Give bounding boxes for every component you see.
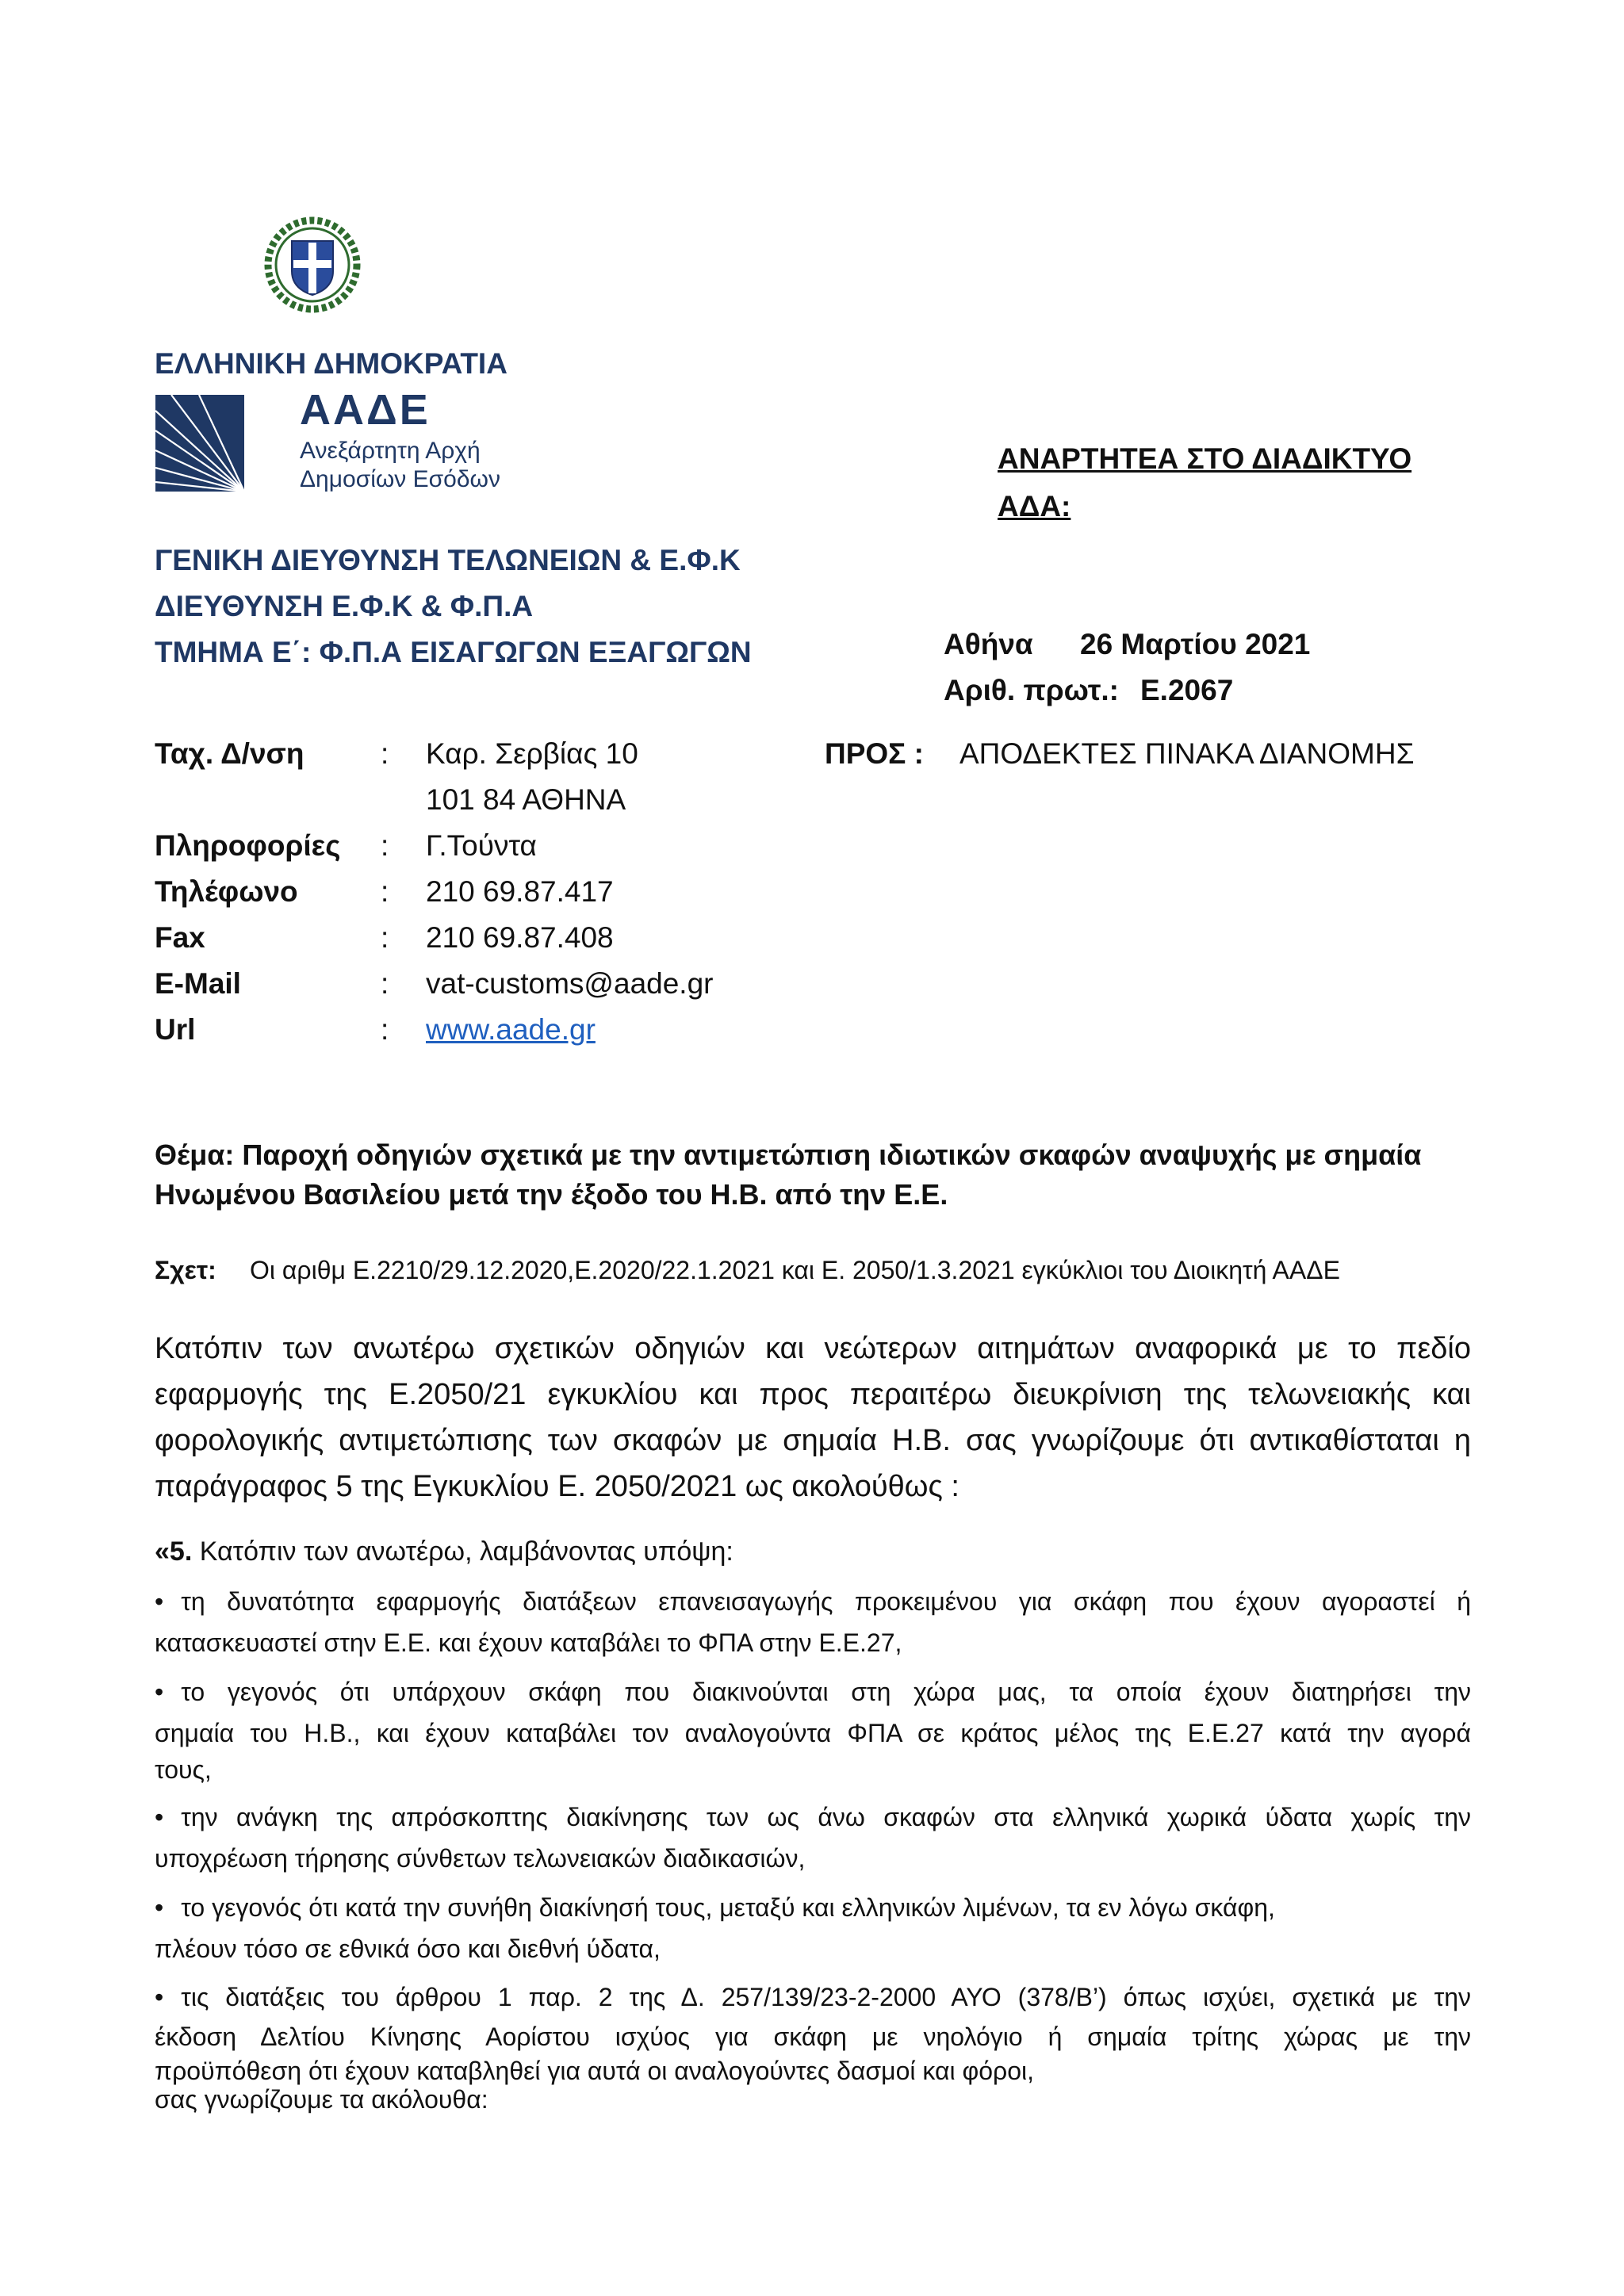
intro-line: εφαρμογής της Ε.2050/21 εγκυκλίου και προς περαιτέρω διευκρίνιση της τελωνειακής και bbox=[155, 1378, 1471, 1411]
post-online-notice: ΑΝΑΡΤΗΤΕΑ ΣΤΟ ΔΙΑΔΙΚΤΥΟ bbox=[998, 442, 1412, 475]
recipient-label: ΠΡΟΣ : bbox=[825, 737, 924, 770]
bullet-line: έκδοση Δελτίου Κίνησης Αορίστου ισχύος για σκάφη με νηολόγιο ή σημαία τρίτης χώρας με την bbox=[155, 2022, 1471, 2051]
bullet-item bbox=[155, 1977, 1471, 2114]
reference-text: Οι αριθμ Ε.2210/29.12.2020,Ε.2020/22.1.2021 και Ε. 2050/1.3.2021 εγκύκλιοι του Διοικητή ΑΑΔΕ bbox=[250, 1256, 1340, 1284]
bullet-icon: • bbox=[155, 1893, 164, 1922]
bullet-item bbox=[155, 1671, 1471, 1785]
bullet-item bbox=[155, 1581, 1471, 1663]
bullet-line: τις διατάξεις του άρθρου 1 παρ. 2 της Δ. 257/139/23-2-2000 ΑΥΟ (378/Β’) όπως ισχύει, σχετικά με την bbox=[181, 1983, 1471, 2011]
info-value: Γ.Τούντα bbox=[426, 829, 537, 862]
ada-label: ΑΔΑ: bbox=[998, 490, 1071, 522]
colon: : bbox=[381, 921, 389, 954]
intro-line: παράγραφος 5 της Εγκυκλίου Ε. 2050/2021 ως ακολούθως : bbox=[155, 1470, 959, 1503]
bullet-line: κατασκευαστεί στην Ε.Ε. και έχουν καταβάλει το ΦΠΑ στην Ε.Ε.27, bbox=[155, 1628, 902, 1657]
department-section: ΤΜΗΜΑ Ε΄: Φ.Π.Α ΕΙΣΑΓΩΓΩΝ ΕΞΑΓΩΓΩΝ bbox=[155, 636, 752, 668]
subject-line2: Ηνωμένου Βασιλείου μετά την έξοδο του Η.Β. από την Ε.Ε. bbox=[155, 1178, 948, 1211]
department-general: ΓΕΝΙΚΗ ΔΙΕΥΘΥΝΣΗ ΤΕΛΩΝΕΙΩΝ & Ε.Φ.Κ bbox=[155, 544, 741, 576]
bullet-line: τους, bbox=[155, 1755, 212, 1784]
protocol-label: Αριθ. πρωτ.: bbox=[944, 674, 1120, 706]
address-label: Ταχ. Δ/νση bbox=[155, 737, 304, 770]
colon: : bbox=[381, 829, 389, 862]
aade-title: ΑΑΔΕ bbox=[300, 386, 431, 434]
colon: : bbox=[381, 1013, 389, 1046]
city: Αθήνα bbox=[944, 628, 1033, 660]
bullet-line: την ανάγκη της απρόσκοπτης διακίνησης των ως άνω σκαφών στα ελληνικά χωρικά ύδατα χωρίς την bbox=[181, 1803, 1471, 1831]
colon: : bbox=[381, 875, 389, 908]
document-date: 26 Μαρτίου 2021 bbox=[1080, 628, 1311, 660]
phone-label: Τηλέφωνο bbox=[155, 875, 298, 908]
bullet-line: τη δυνατότητα εφαρμογής διατάξεων επανεισαγωγής προκειμένου για σκάφη που έχουν αγοραστεί ή bbox=[181, 1587, 1471, 1616]
intro-paragraph bbox=[155, 1326, 1471, 1510]
paragraph-5-heading bbox=[155, 1536, 733, 1567]
bullet-icon: • bbox=[155, 1803, 164, 1831]
email-value: vat-customs@aade.gr bbox=[426, 967, 714, 1000]
intro-line: φορολογικής αντιμετώπισης των σκαφών με σημαία Η.Β. σας γνωρίζουμε ότι αντικαθίσταται η bbox=[155, 1424, 1471, 1457]
fax-value: 210 69.87.408 bbox=[426, 921, 614, 954]
aade-logo-icon bbox=[155, 395, 244, 492]
phone-value: 210 69.87.417 bbox=[426, 875, 614, 908]
department-directorate: ΔΙΕΥΘΥΝΣΗ Ε.Φ.Κ & Φ.Π.Α bbox=[155, 590, 534, 622]
bullet-line: προϋπόθεση ότι έχουν καταβληθεί για αυτά οι αναλογούντες δασμοί και φόροι, bbox=[155, 2057, 1035, 2085]
colon: : bbox=[381, 967, 389, 1000]
bullet-icon: • bbox=[155, 1587, 164, 1616]
bullet-line: πλέουν τόσο σε εθνικά όσο και διεθνή ύδατα, bbox=[155, 1934, 661, 1963]
address-line1: Καρ. Σερβίας 10 bbox=[426, 737, 638, 770]
bullet-line: υποχρέωση τήρησης σύνθετων τελωνειακών διαδικασιών, bbox=[155, 1844, 806, 1873]
intro-line: Κατόπιν των ανωτέρω σχετικών οδηγιών και νεώτερων αιτημάτων αναφορικά με το πεδίο bbox=[155, 1332, 1471, 1365]
colon: : bbox=[381, 737, 389, 770]
bullet-icon: • bbox=[155, 1678, 164, 1706]
paragraph-5-text: Κατόπιν των ανωτέρω, λαμβάνοντας υπόψη: bbox=[199, 1536, 733, 1567]
aade-subtitle-line2: Δημοσίων Εσόδων bbox=[300, 466, 500, 492]
bullet-line: το γεγονός ότι υπάρχουν σκάφη που διακινούνται στη χώρα μας, τα οποία έχουν διατηρήσει την bbox=[181, 1678, 1471, 1706]
subject-line1: Θέμα: Παροχή οδηγιών σχετικά με την αντιμετώπιση ιδιωτικών σκαφών αναψυχής με σημαία bbox=[155, 1138, 1422, 1171]
email-label: E-Mail bbox=[155, 967, 241, 1000]
aade-subtitle-line1: Ανεξάρτητη Αρχή bbox=[300, 438, 481, 464]
bullet-icon: • bbox=[155, 1983, 164, 2011]
info-label: Πληροφορίες bbox=[155, 829, 341, 862]
paragraph-number: «5. bbox=[155, 1536, 193, 1567]
bullet-line: σημαία του Η.Β., και έχουν καταβάλει τον αναλογούντα ΦΠΑ σε κράτος μέλος της Ε.Ε.27 κατά την αγορά bbox=[155, 1719, 1471, 1747]
recipient-value: ΑΠΟΔΕΚΤΕΣ ΠΙΝΑΚΑ ΔΙΑΝΟΜΗΣ bbox=[959, 737, 1415, 770]
bullet-item bbox=[155, 1797, 1471, 1879]
greek-coat-of-arms-icon bbox=[263, 216, 362, 314]
bullet-line: το γεγονός ότι κατά την συνήθη διακίνησή τους, μεταξύ και ελληνικών λιμένων, τα εν λόγω σκάφη, bbox=[181, 1893, 1275, 1922]
address-line2: 101 84 ΑΘΗΝΑ bbox=[426, 783, 626, 816]
url-label: Url bbox=[155, 1013, 196, 1046]
republic-heading: ΕΛΛΗΝΙΚΗ ΔΗΜΟΚΡΑΤΙΑ bbox=[155, 347, 508, 380]
bullet-item bbox=[155, 1887, 1471, 1969]
closing-line: σας γνωρίζουμε τα ακόλουθα: bbox=[155, 2085, 488, 2114]
fax-label: Fax bbox=[155, 921, 205, 954]
protocol-number: Ε.2067 bbox=[1140, 674, 1234, 706]
website-link[interactable]: www.aade.gr bbox=[426, 1013, 596, 1046]
reference-label: Σχετ: bbox=[155, 1256, 216, 1284]
